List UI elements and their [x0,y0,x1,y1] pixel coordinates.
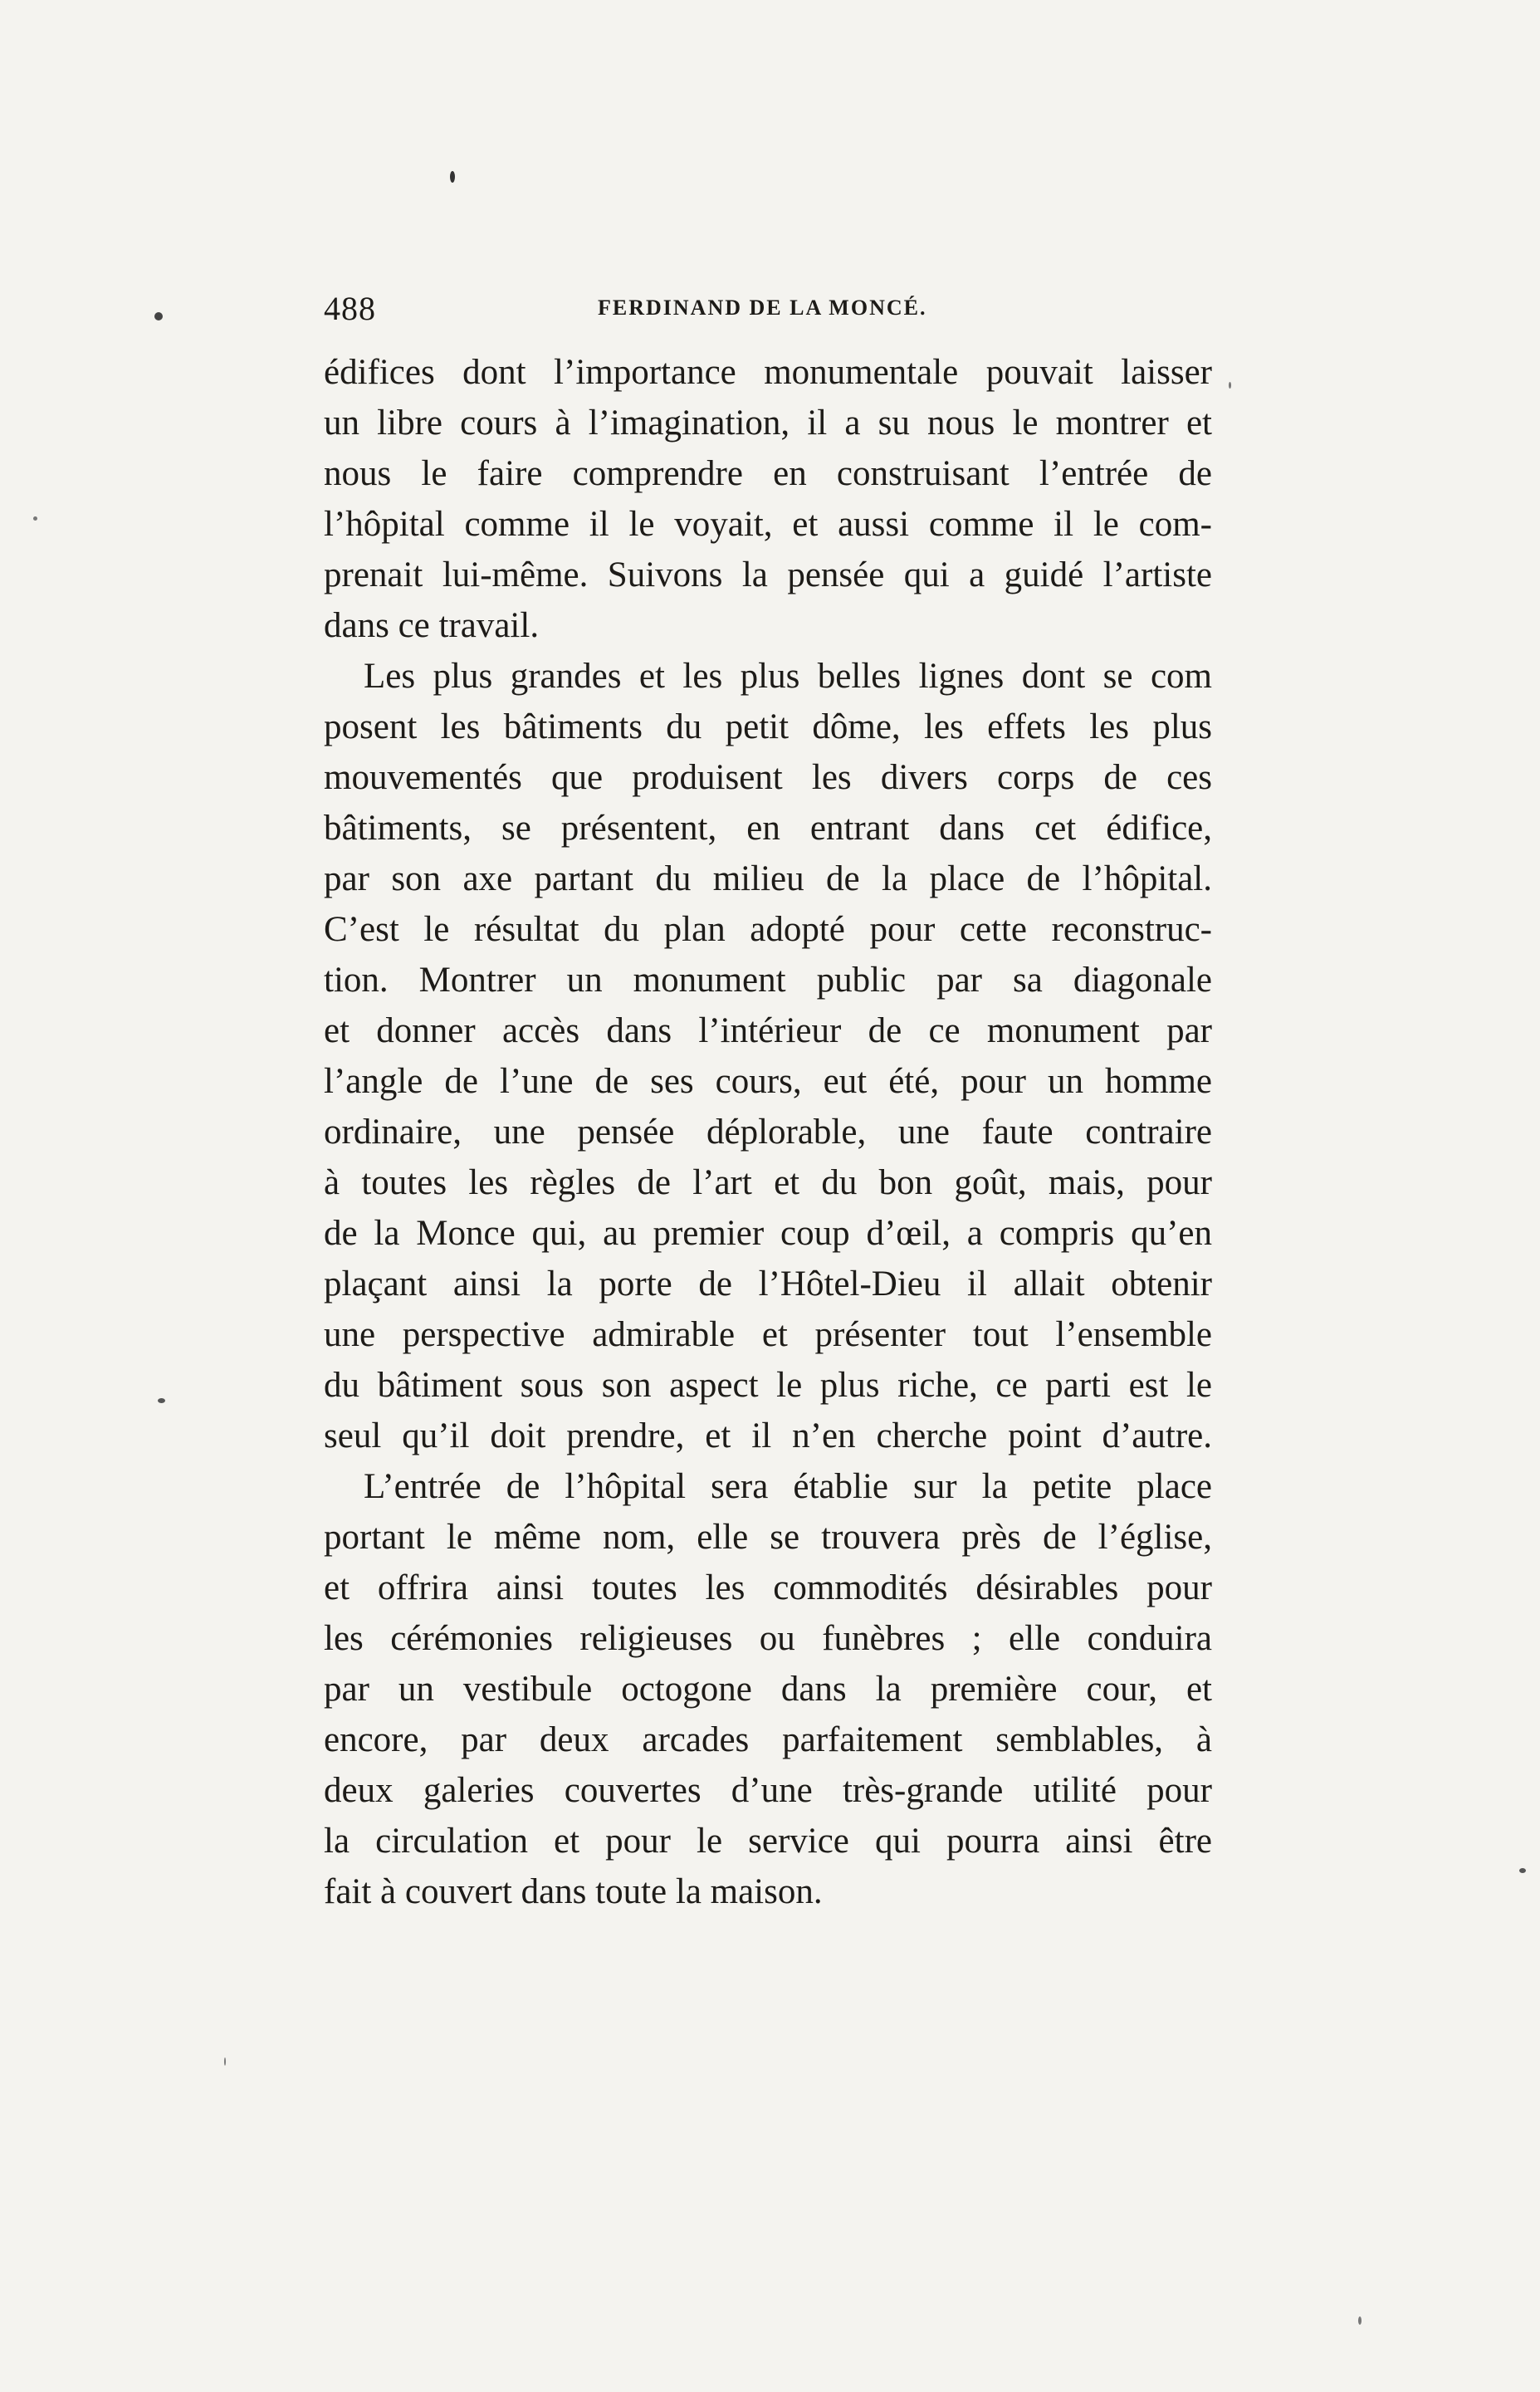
text-line: deux galeries couvertes d’une très-grande utilité pour [324,1771,1212,1810]
text-line: à toutes les règles de l’art et du bon goût, mais, pour [324,1163,1212,1202]
text-line: et donner accès dans l’intérieur de ce monument par [324,1011,1212,1050]
text-line: dans ce travail. [324,606,540,645]
text-line: de la Monce qui, au premier coup d’œil, a compris qu’en [324,1214,1212,1253]
page-number: 488 [324,290,376,327]
text-line: ordinaire, une pensée déplorable, une faute contraire [324,1113,1212,1152]
scan-speck [1358,2316,1362,2325]
text-line: édifices dont l’importance monumentale pouvait laisser [324,353,1212,392]
running-title: FERDINAND DE LA MONCÉ. [598,296,927,320]
body-text [324,347,1212,1917]
text-line: Les plus grandes et les plus belles lignes dont se com [364,657,1212,696]
scan-speck [1519,1868,1526,1873]
text-line: une perspective admirable et présenter tout l’ensemble [324,1315,1212,1354]
text-line: portant le même nom, elle se trouvera près de l’église, [324,1518,1212,1557]
scan-speck [224,2057,226,2066]
scan-speck [33,516,37,521]
scan-speck [158,1398,165,1403]
text-line: par son axe partant du milieu de la place de l’hôpital. [324,859,1212,898]
text-line: seul qu’il doit prendre, et il n’en cherche point d’autre. [324,1416,1212,1455]
scan-speck [450,171,455,183]
text-line: l’hôpital comme il le voyait, et aussi comme il le com- [324,505,1212,544]
text-line: et offrira ainsi toutes les commodités désirables pour [324,1568,1212,1607]
text-line: bâtiments, se présentent, en entrant dans cet édifice, [324,809,1212,848]
text-line: L’entrée de l’hôpital sera établie sur la petite place [364,1467,1212,1506]
text-line: posent les bâtiments du petit dôme, les effets les plus [324,707,1212,746]
text-line: plaçant ainsi la porte de l’Hôtel-Dieu il allait obtenir [324,1264,1212,1304]
text-line: par un vestibule octogone dans la première cour, et [324,1670,1212,1709]
text-line: les cérémonies religieuses ou funèbres ; elle conduira [324,1619,1212,1658]
text-line: la circulation et pour le service qui pourra ainsi être [324,1822,1212,1861]
text-line: tion. Montrer un monument public par sa diagonale [324,961,1212,1000]
scan-speck [154,312,163,320]
text-line: prenait lui-même. Suivons la pensée qui a guidé l’artiste [324,555,1212,594]
text-line: encore, par deux arcades parfaitement semblables, à [324,1720,1212,1759]
text-line: fait à couvert dans toute la maison. [324,1872,823,1911]
text-line: nous le faire comprendre en construisant l’entrée de [324,454,1212,493]
text-line: du bâtiment sous son aspect le plus riche, ce parti est le [324,1366,1212,1405]
page-header [324,282,1212,332]
scan-speck [1229,382,1231,389]
text-line: C’est le résultat du plan adopté pour cette reconstruc- [324,910,1212,949]
text-line: un libre cours à l’imagination, il a su nous le montrer et [324,404,1212,443]
text-line: l’angle de l’une de ses cours, eut été, pour un homme [324,1062,1212,1101]
text-line: mouvementés que produisent les divers corps de ces [324,758,1212,797]
